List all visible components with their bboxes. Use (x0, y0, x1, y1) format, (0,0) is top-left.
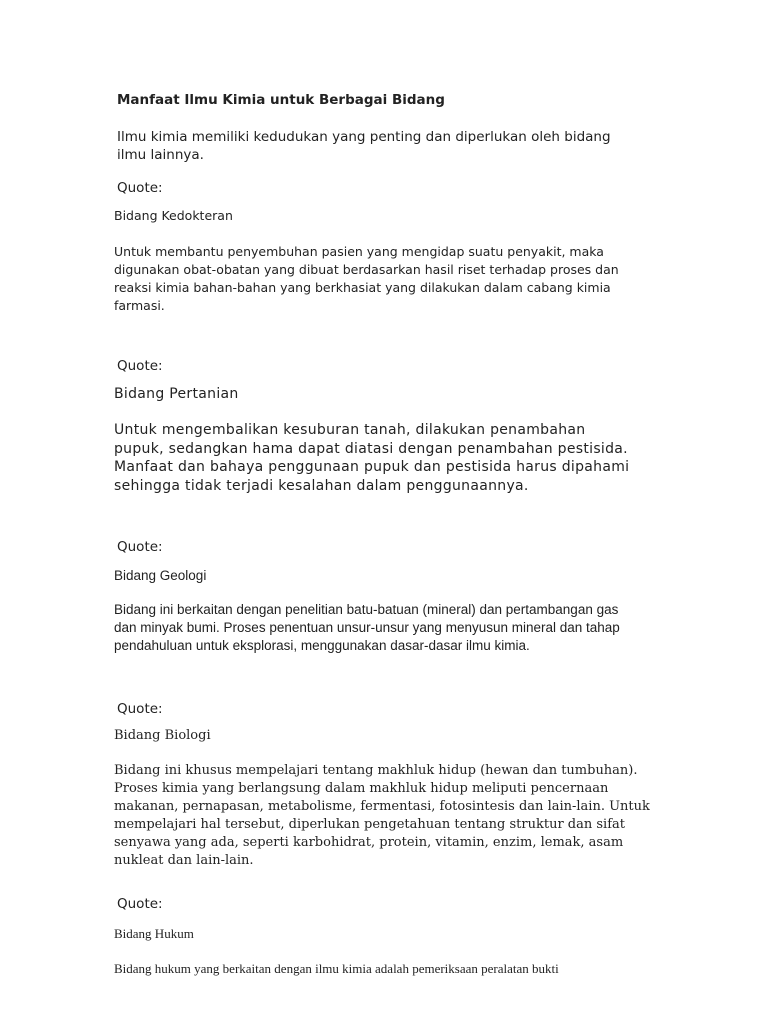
section-heading-geologi: Bidang Geologi (114, 568, 207, 583)
section-heading-kedokteran: Bidang Kedokteran (114, 208, 233, 223)
quote-label: Quote: (117, 358, 163, 374)
section-heading-biologi: Bidang Biologi (114, 728, 211, 743)
quote-label: Quote: (117, 896, 163, 912)
section-body-hukum: Bidang hukum yang berkaitan dengan ilmu kimia adalah pemeriksaan peralatan bukti (114, 961, 559, 976)
section-body-geologi: Bidang ini berkaitan dengan penelitian batu-batuan (mineral) dan pertambangan gas dan minyak bumi. Proses penentuan unsur-unsur yang menyusun mineral dan tahap pendahuluan untuk eksplorasi, menggunakan dasar-dasar ilmu kimia. (114, 602, 620, 653)
section-heading-hukum: Bidang Hukum (114, 926, 194, 941)
section-body-biologi: Bidang ini khusus mempelajari tentang makhluk hidup (hewan dan tumbuhan). Proses kimia yang berlangsung dalam makhluk hidup meliputi pencernaan makanan, pernapasan, metabolisme, fermentasi, fotosintesis dan lain-lain. Untuk mempelajari hal tersebut, diperlukan pengetahuan tentang struktur dan sifat senyawa yang ada, seperti karbohidrat, protein, vitamin, enzim, lemak, asam nukleat dan lain-lain. (114, 763, 650, 868)
document-title: Manfaat Ilmu Kimia untuk Berbagai Bidang (117, 92, 445, 108)
section-body-pertanian: Untuk mengembalikan kesuburan tanah, dilakukan penambahan pupuk, sedangkan hama dapat diatasi dengan penambahan pestisida. Manfaat dan bahaya penggunaan pupuk dan pestisida harus dipahami sehingga tidak terjadi kesalahan dalam penggunaannya. (114, 422, 630, 494)
quote-label: Quote: (117, 539, 163, 555)
quote-label: Quote: (117, 180, 163, 196)
section-body-kedokteran: Untuk membantu penyembuhan pasien yang mengidap suatu penyakit, maka digunakan obat-obatan yang dibuat berdasarkan hasil riset terhadap proses dan reaksi kimia bahan-bahan yang berkhasiat yang dilakukan dalam cabang kimia farmasi. (114, 244, 619, 313)
intro-paragraph: Ilmu kimia memiliki kedudukan yang penting dan diperlukan oleh bidang ilmu lainnya. (117, 129, 611, 163)
section-heading-pertanian: Bidang Pertanian (114, 386, 239, 402)
quote-label: Quote: (117, 701, 163, 717)
